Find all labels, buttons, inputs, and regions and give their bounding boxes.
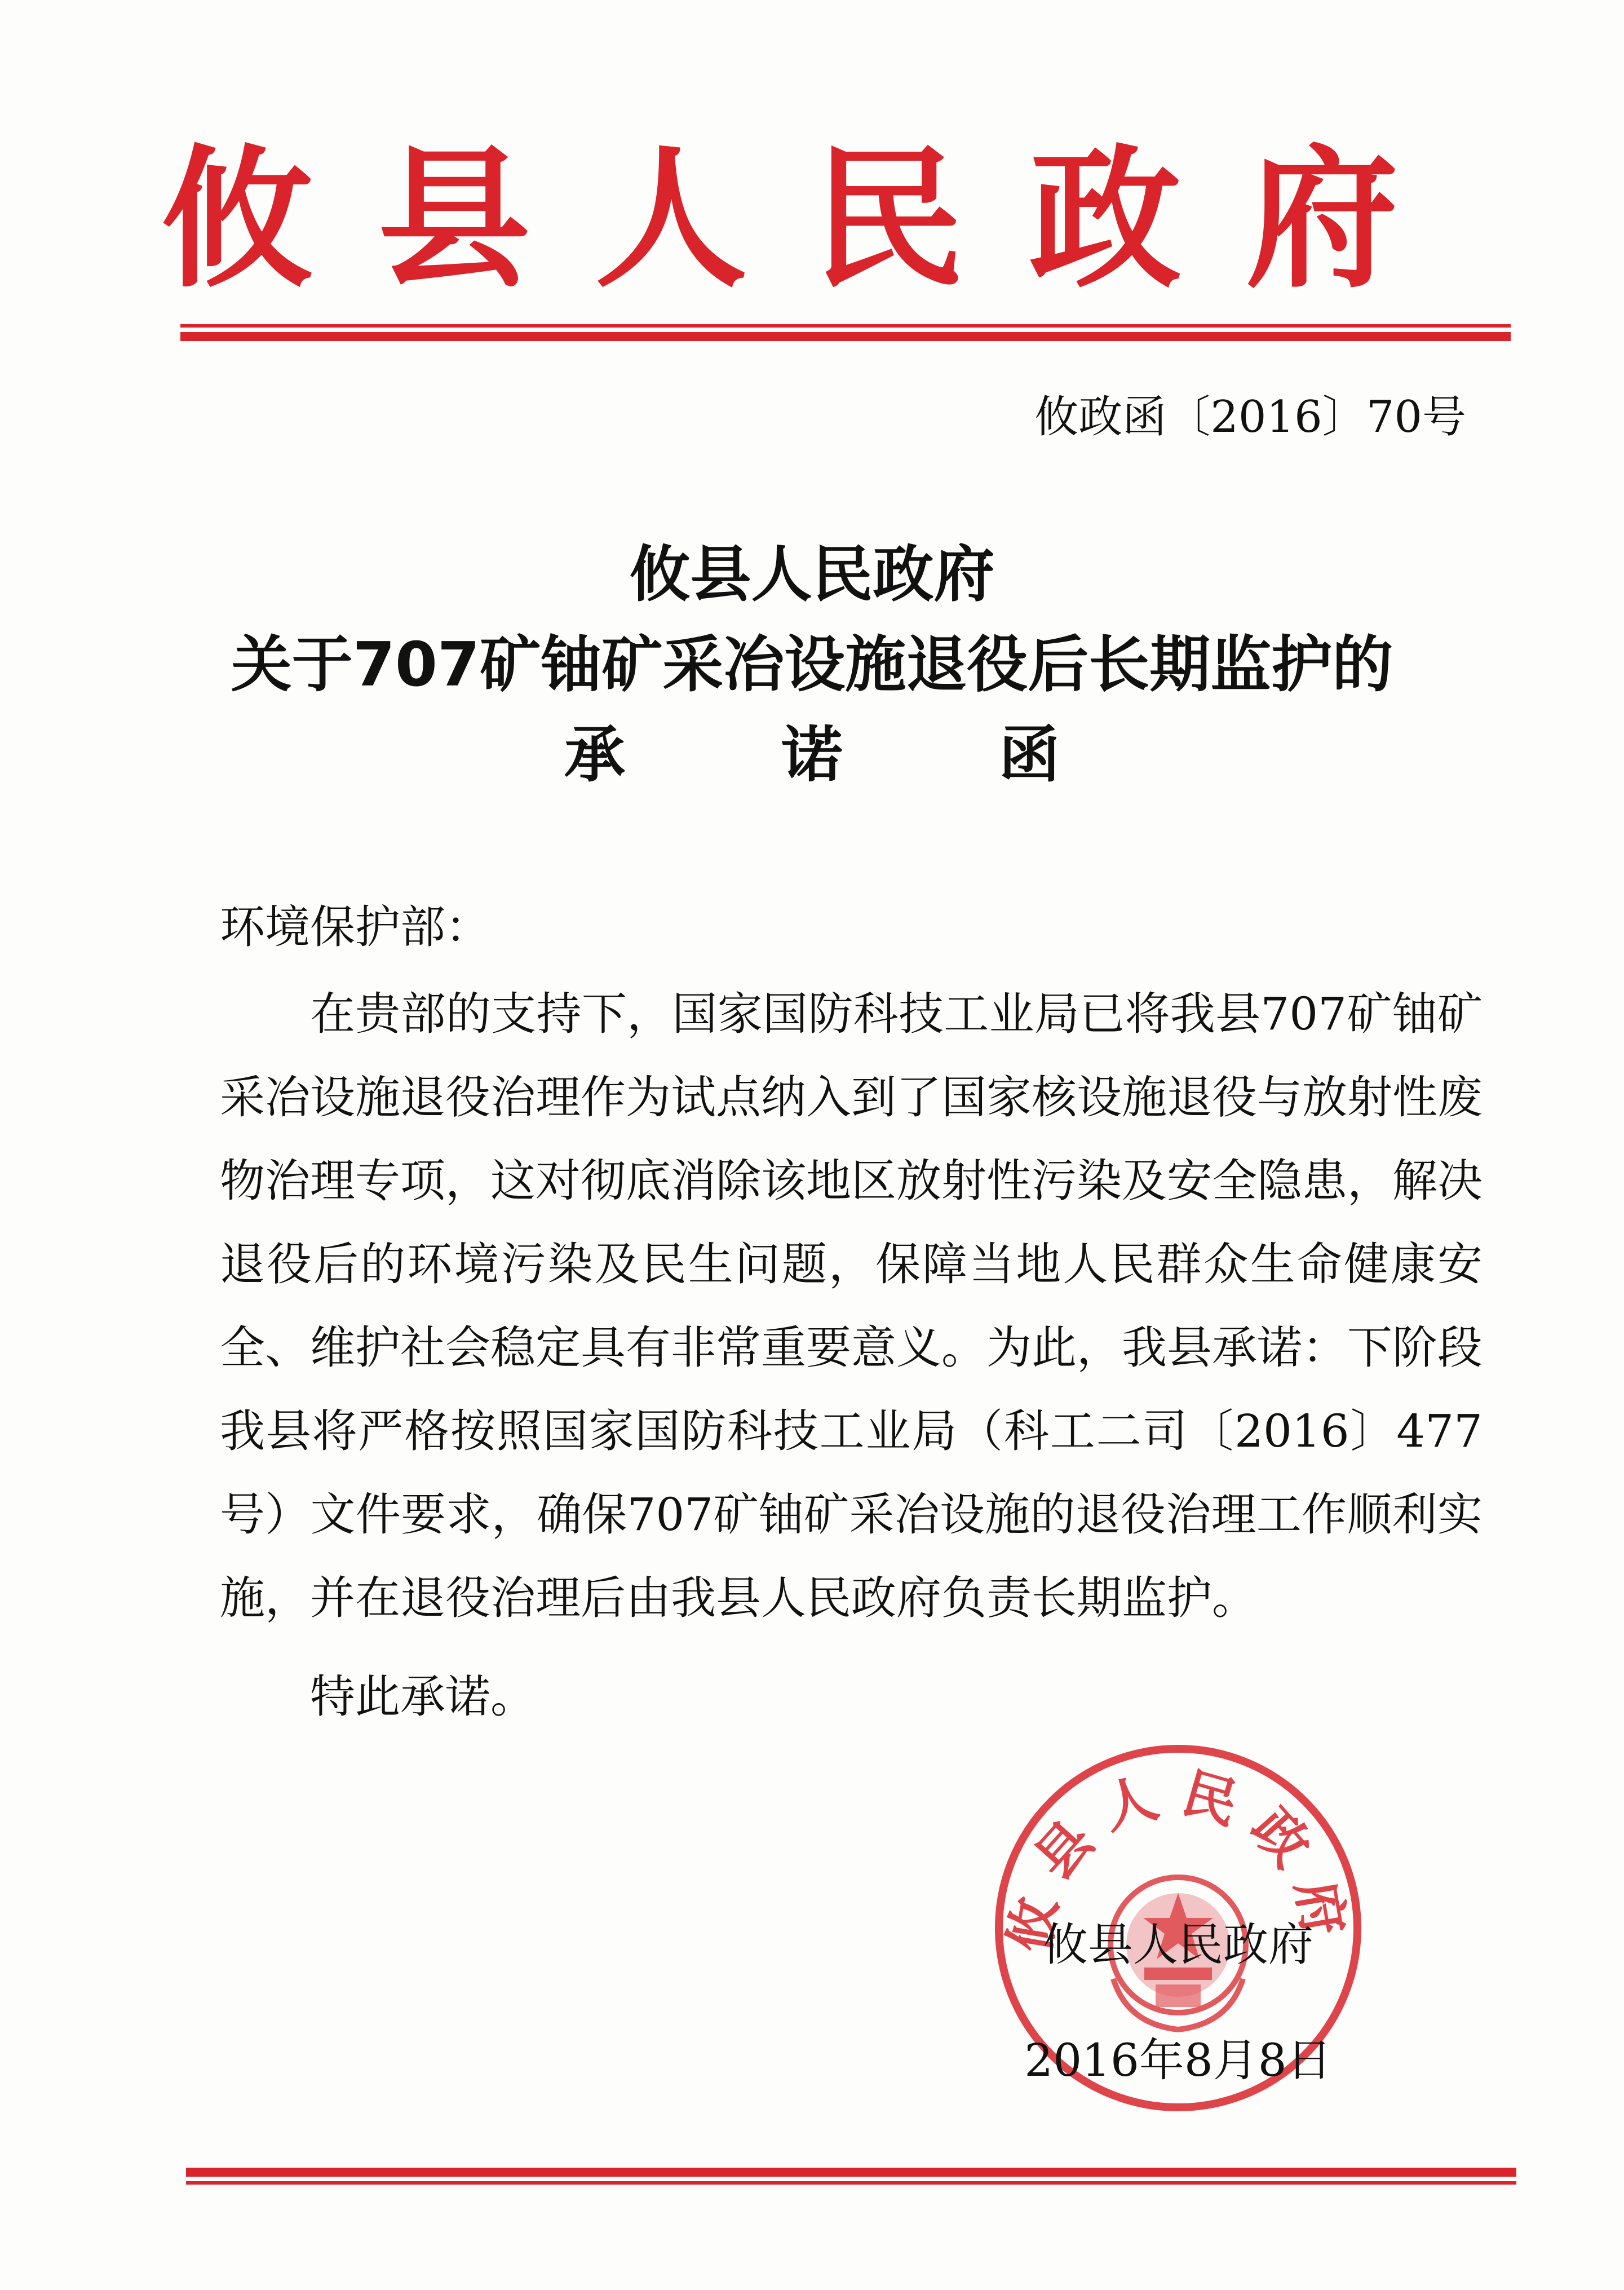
rule-thick-line — [180, 332, 1511, 341]
closing-line: 特此承诺。 — [310, 1670, 536, 1723]
rule-thin-line — [186, 2181, 1516, 2185]
masthead-rule — [180, 324, 1511, 341]
rule-thick-line — [186, 2168, 1516, 2177]
salutation: 环境保护部： — [220, 901, 490, 953]
title-line-2: 关于707矿铀矿采冶设施退役后长期监护的 — [231, 630, 1393, 700]
title-line-3: 承 诺 函 — [564, 720, 1128, 790]
document-number: 攸政函〔2016〕70号 — [1034, 392, 1466, 443]
footer-rule — [186, 2168, 1516, 2185]
seal-text: 攸县人民政府 — [997, 1761, 1359, 1957]
document-title — [0, 530, 1624, 801]
body-paragraph: 在贵部的支持下，国家国防科技工业局已将我县707矿铀矿采冶设施退役治理作为试点纳入到了国家核设施退役与放射性废物治理专项，这对彻底消除该地区放射性污染及安全隐患，解决退役后的环境污染及民生问题，保障当地人民群众生命健康安全、维护社会稳定具有非常重要意义。为此，我县承诺：下阶段我县将严格按照国家国防科技工业局（科工二司〔2016〕477号）文件要求，确保707矿铀矿采冶设施的退役治理工作顺利实施，并在退役治理后由我县人民政府负责长期监护。 — [220, 988, 1483, 1624]
rule-thin-line — [180, 324, 1511, 328]
title-line-1: 攸县人民政府 — [629, 540, 995, 610]
signature-date: 2016年8月8日 — [1024, 2034, 1332, 2086]
masthead-title: 攸县人民政府 — [161, 131, 1463, 308]
signature-organization: 攸县人民政府 — [1043, 1918, 1313, 1971]
